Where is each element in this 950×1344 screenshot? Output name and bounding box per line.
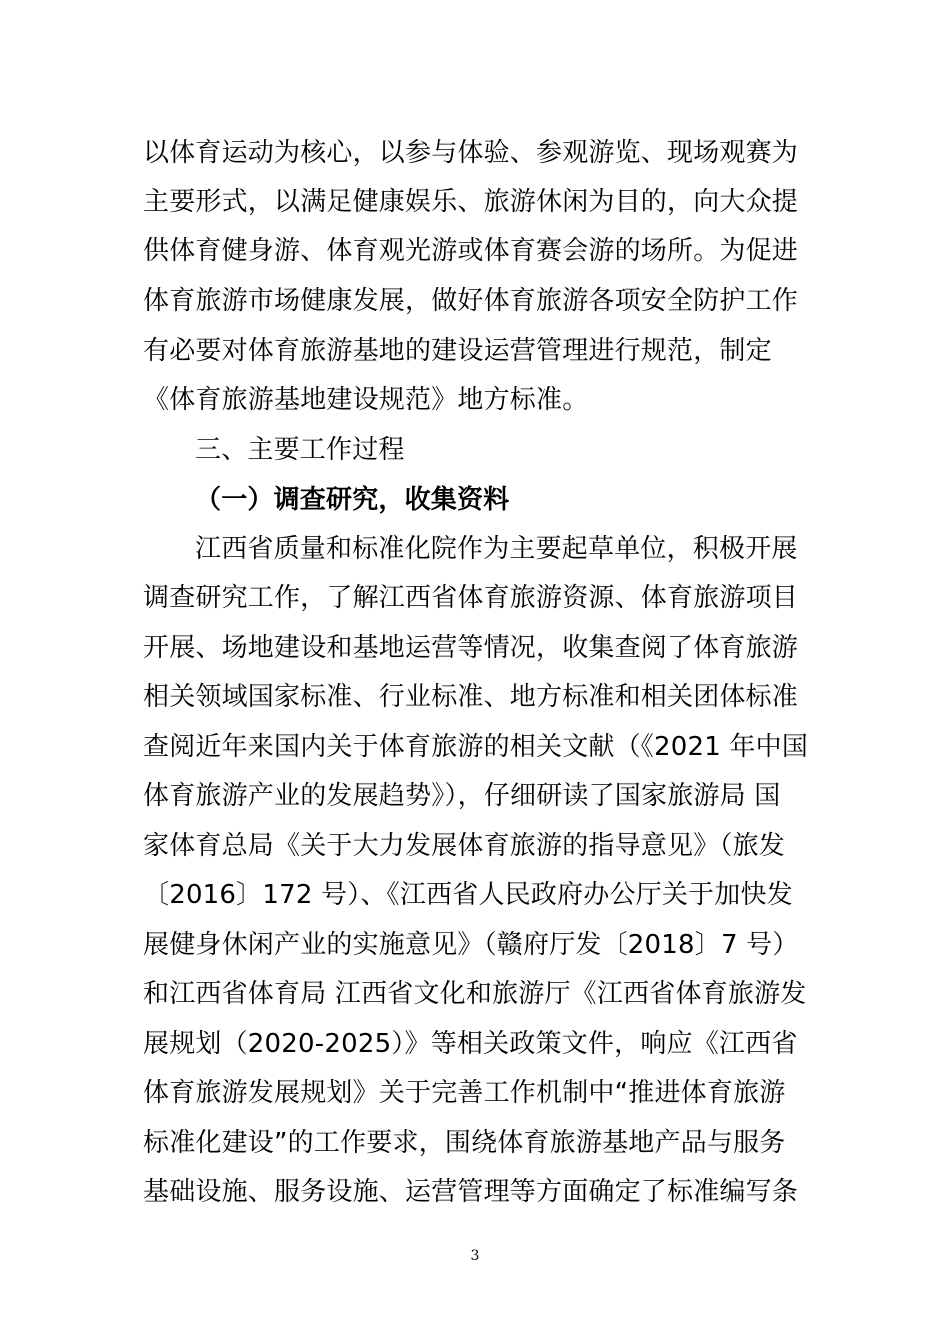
body-text-line: 开展、场地建设和基地运营等情况，收集查阅了体育旅游 <box>143 633 799 663</box>
body-text-line: 展健身休闲产业的实施意见》（赣府厅发〔2018〕7 号） <box>143 930 799 960</box>
section-heading: 三、主要工作过程 <box>195 435 405 465</box>
body-text-line: 家体育总局《关于大力发展体育旅游的指导意见》（旅发 <box>143 831 786 861</box>
body-text-line: 主要形式，以满足健康娱乐、旅游休闲为目的，向大众提 <box>143 187 799 217</box>
subsection-heading: （一）调查研究，收集资料 <box>195 485 510 515</box>
body-text-line: 体育旅游产业的发展趋势》），仔细研读了国家旅游局 国 <box>143 781 781 811</box>
body-text-line: 体育旅游市场健康发展，做好体育旅游各项安全防护工作 <box>143 286 799 316</box>
body-text-line: 以体育运动为核心，以参与体验、参观游览、现场观赛为 <box>143 138 799 168</box>
body-text-line: 调查研究工作，了解江西省体育旅游资源、体育旅游项目 <box>143 583 799 613</box>
page-number: 3 <box>470 1248 480 1264</box>
body-text-line: 《体育旅游基地建设规范》地方标准。 <box>143 385 589 415</box>
body-text-line: 和江西省体育局 江西省文化和旅游厅《江西省体育旅游发 <box>143 979 807 1009</box>
body-text-line: 体育旅游发展规划》关于完善工作机制中“推进体育旅游 <box>143 1078 786 1108</box>
body-text-line: 展规划（2020-2025）》等相关政策文件，响应《江西省 <box>143 1029 798 1059</box>
body-text-line: 查阅近年来国内关于体育旅游的相关文献（《2021 年中国 <box>143 732 809 762</box>
body-text-line: 供体育健身游、体育观光游或体育赛会游的场所。为促进 <box>143 236 799 266</box>
body-text-line: 江西省质量和标准化院作为主要起草单位，积极开展 <box>195 534 798 564</box>
body-text-line: 有必要对体育旅游基地的建设运营管理进行规范，制定 <box>143 336 772 366</box>
body-text-line: 标准化建设”的工作要求，围绕体育旅游基地产品与服务 <box>143 1128 786 1158</box>
body-text-line: 相关领域国家标准、行业标准、地方标准和相关团体标准 <box>143 682 799 712</box>
body-text-line: 〔2016〕172 号）、《江西省人民政府办公厅关于加快发 <box>143 880 793 910</box>
body-text-line: 基础设施、服务设施、运营管理等方面确定了标准编写条 <box>143 1177 799 1207</box>
